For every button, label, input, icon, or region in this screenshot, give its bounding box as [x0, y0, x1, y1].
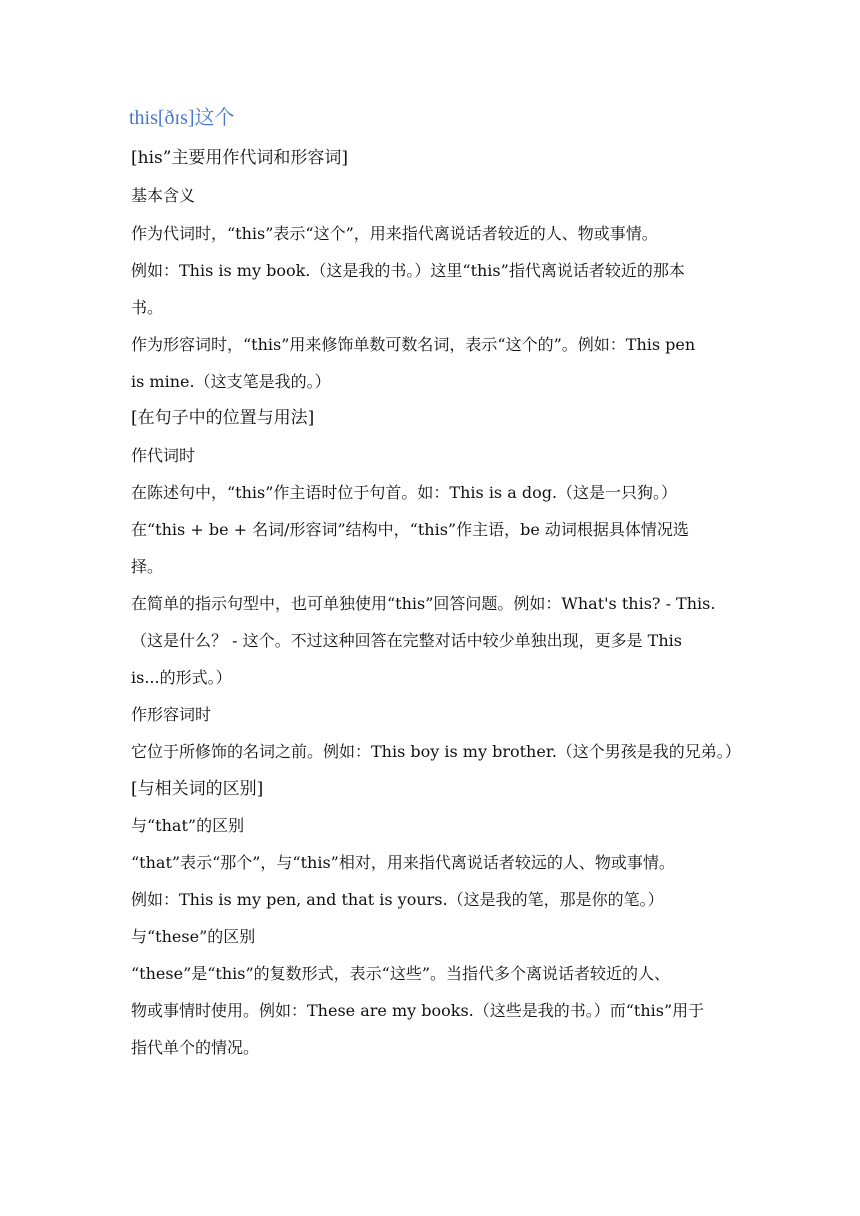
- document-title: this[ðɪs]这个: [129, 107, 235, 129]
- subheading-vs-that: 与“that”的区别: [131, 816, 245, 835]
- paragraph-line: is mine.（这支笔是我的。）: [131, 372, 331, 391]
- subheading-vs-these: 与“these”的区别: [131, 927, 256, 946]
- paragraph-line: “that”表示“那个”，与“this”相对，用来指代离说话者较远的人、物或事情。: [131, 853, 675, 872]
- paragraph-line: “these”是“this”的复数形式，表示“这些”。当指代多个离说话者较近的人、: [131, 964, 671, 983]
- section-heading-differences: [与相关词的区别]: [131, 779, 264, 799]
- paragraph-line: 在简单的指示句型中，也可单独使用“this”回答问题。例如：What's this? - This.: [131, 594, 716, 613]
- paragraph-line: 指代单个的情况。: [131, 1038, 260, 1057]
- paragraph-line: 择。: [131, 557, 164, 576]
- paragraph-line: 例如：This is my pen, and that is yours.（这是我的笔，那是你的笔。）: [131, 890, 664, 909]
- section-heading-overview: [his”主要用作代词和形容词]: [131, 148, 349, 168]
- paragraph-line: is...的形式。）: [131, 668, 232, 687]
- subheading-as-pronoun: 作代词时: [131, 446, 196, 465]
- paragraph-line: 书。: [131, 298, 164, 317]
- paragraph-line: 它位于所修饰的名词之前。例如：This boy is my brother.（这个男孩是我的兄弟。）: [131, 742, 741, 761]
- subheading-basic-meaning: 基本含义: [131, 186, 196, 205]
- paragraph-line: 作为形容词时，“this”用来修饰单数可数名词，表示“这个的”。例如：This pen: [131, 335, 696, 354]
- paragraph-line: 在陈述句中，“this”作主语时位于句首。如：This is a dog.（这是一只狗。）: [131, 483, 678, 502]
- paragraph-line: 例如：This is my book.（这是我的书。）这里“this”指代离说话者较近的那本: [131, 261, 685, 280]
- paragraph-line: 在“this + be + 名词/形容词”结构中，“this”作主语，be 动词根据具体情况选: [131, 520, 689, 539]
- section-heading-position-usage: [在句子中的位置与用法]: [131, 408, 315, 428]
- subheading-as-adjective: 作形容词时: [131, 705, 212, 724]
- paragraph-line: 物或事情时使用。例如：These are my books.（这些是我的书。）而“this”用于: [131, 1001, 705, 1020]
- paragraph-line: （这是什么？ - 这个。不过这种回答在完整对话中较少单独出现，更多是 This: [131, 631, 682, 650]
- paragraph-line: 作为代词时，“this”表示“这个”，用来指代离说话者较近的人、物或事情。: [131, 224, 658, 243]
